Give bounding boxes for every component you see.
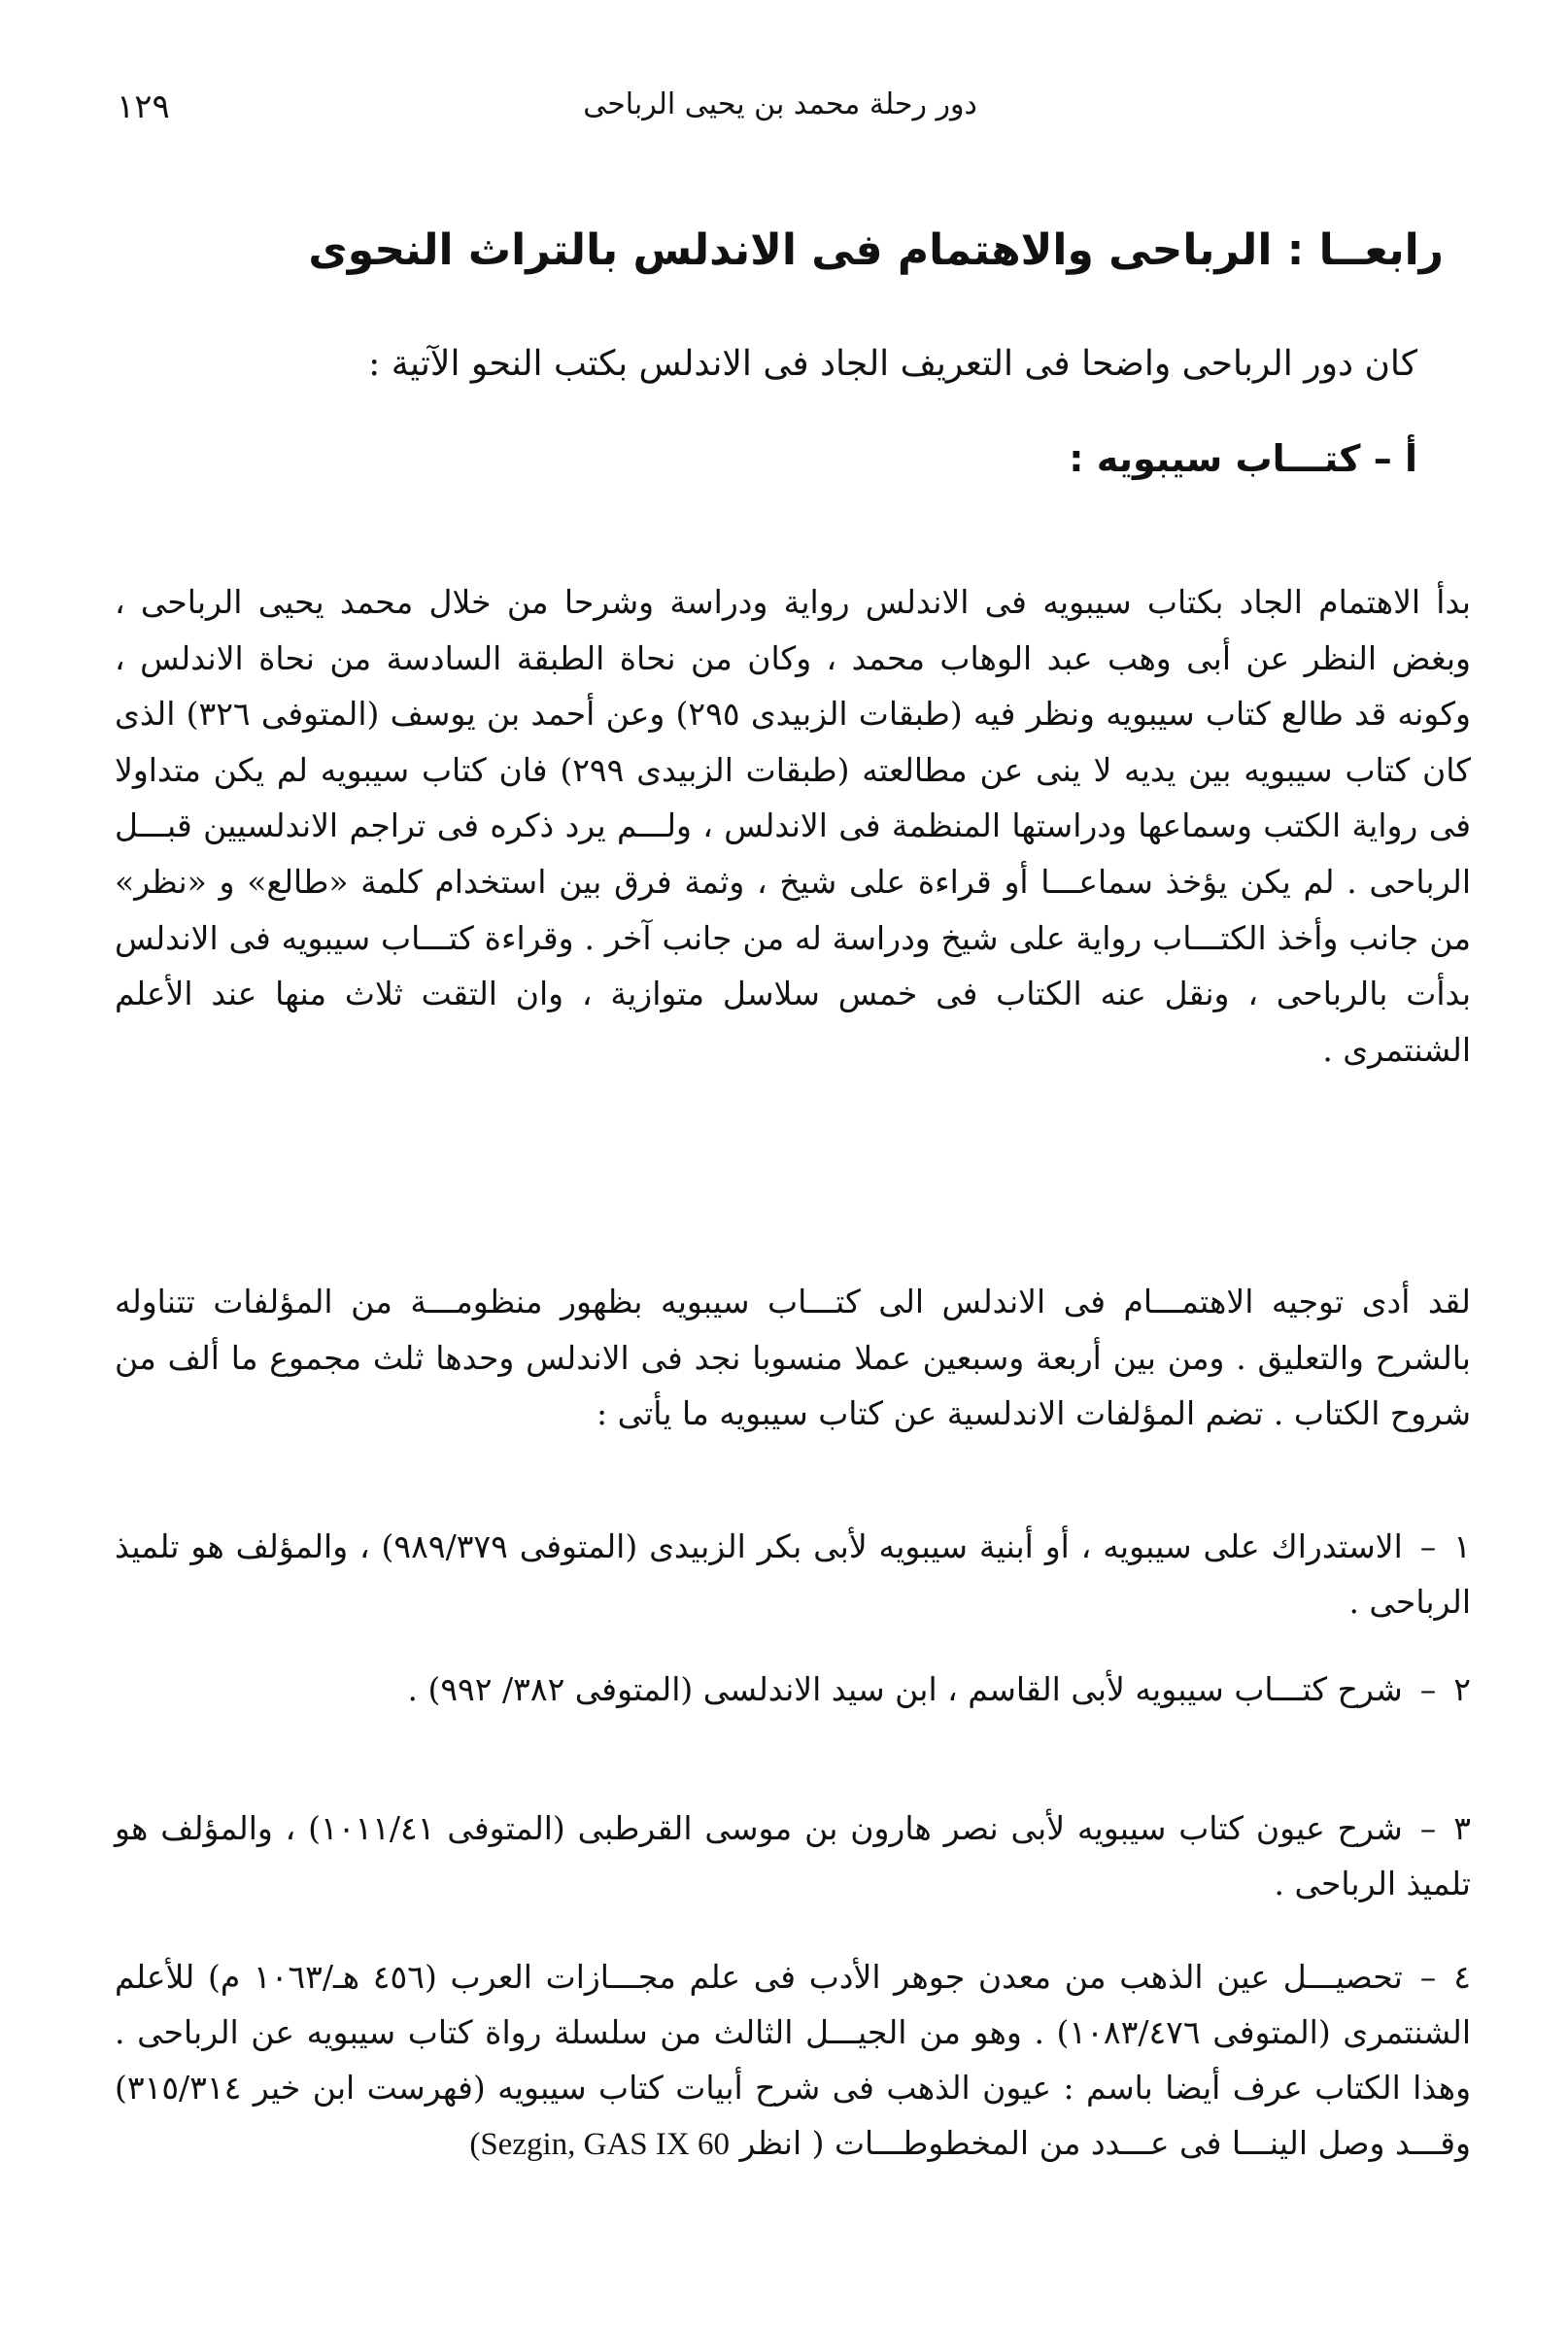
list-item-3 — [115, 1800, 1471, 1911]
list-item-dash: – — [1419, 1958, 1437, 1996]
page-number: ١٢٩ — [117, 87, 170, 126]
list-item-1 — [115, 1519, 1471, 1629]
intro-line: كان دور الرباحى واضحا فى التعريف الجاد فى الاندلس بكتب النحو الآتية : — [368, 344, 1417, 384]
list-item-text: شرح كتـــاب سيبويه لأبى القاسم ، ابن سيد الاندلسى (المتوفى ٣٨٢/ ٩٩٢) . — [407, 1670, 1403, 1708]
list-item-number: ٢ — [1453, 1670, 1471, 1708]
list-item-dash: – — [1419, 1809, 1437, 1847]
list-item-number: ٣ — [1453, 1809, 1472, 1847]
running-title: دور رحلة محمد بن يحيى الرباحى — [583, 87, 977, 121]
list-item-text: شرح عيون كتاب سيبويه لأبى نصر هارون بن موسى القرطبى (المتوفى ١٠١١/٤١) ، والمؤلف هو تلميذ الرباحى . — [115, 1809, 1471, 1903]
subheading-kitab-sibawayh: أ – كتـــاب سيبويه : — [1069, 437, 1417, 480]
latin-citation: (Sezgin, GAS IX 60 — [469, 2127, 730, 2162]
running-head — [117, 87, 1444, 136]
list-item-number: ٤ — [1453, 1958, 1471, 1996]
list-item-text: الاستدراك على سيبويه ، أو أبنية سيبويه لأبى بكر الزبيدى (المتوفى ٩٨٩/٣٧٩) ، والمؤلف هو تلميذ الرباحى . — [115, 1527, 1471, 1621]
section-heading: رابعــا : الرباحى والاهتمام فى الاندلس بالتراث النحوى — [308, 225, 1444, 275]
paragraph-2: لقد أدى توجيه الاهتمـــام فى الاندلس الى كتـــاب سيبويه بظهور منظومـــة من المؤلفات تتناوله بالشرح والتعليق . ومن بين أربعة وسبعين عملا منسوبا نجد فى الاندلس وحدها ثلث مجموع ما ألف من شروح الكتاب . تضم المؤلفات الاندلسية عن كتاب سيبويه ما يأتى : — [115, 1283, 1471, 1433]
list-item-dash: – — [1419, 1527, 1437, 1565]
list-item-2 — [115, 1662, 1471, 1717]
paragraph-1: بدأ الاهتمام الجاد بكتاب سيبويه فى الاندلس رواية ودراسة وشرحا من خلال محمد يحيى الرباحى ، وبغض النظر عن أبى وهب عبد الوهاب محمد ، وكان من نحاة الطبقة السادسة من نحاة الاندلس ، وكونه قد طالع كتاب سيبويه ونظر فيه (طبقات الزبيدى ٢٩٥) وعن أحمد بن يوسف (المتوفى ٣٢٦) الذى كان كتاب سيبويه بين يديه لا ينى عن مطالعته (طبقات الزبيدى ٢٩٩) فان كتاب سيبويه لم يكن متداولا فى رواية الكتب وسماعها ودراستها المنظمة فى الاندلس ، ولـــم يرد ذكره فى تراجم الاندلسيين قبـــل الرباحى . لم يكن يؤخذ سماعـــا أو قراءة على شيخ ، وثمة فرق بين استخدام كلمة «طالع» و «نظر» من جانب وأخذ الكتـــاب رواية على شيخ ودراسة له من جانب آخر . وقراءة كتـــاب سيبويه فى الاندلس بدأت بالرباحى ، ونقل عنه الكتاب فى خمس سلاسل متوازية ، وان التقت ثلاث منها عند الأعلم الشنتمرى . — [115, 583, 1471, 1069]
list-item-text: تحصيـــل عين الذهب من معدن جوهر الأدب فى علم مجـــازات العرب (٤٥٦ هـ/١٠٦٣ م) للأعلم الشنتمرى (المتوفى ١٠٨٣/٤٧٦) . وهو من الجيـــل الثالث من سلسلة رواة كتاب سيبويه عن الرباحى . وهذا الكتاب عرف أيضا باسم : عيون الذهب فى شرح أبيات كتاب سيبويه (فهرست ابن خير ٣١٥/٣١٤) وقـــد وصل الينـــا فى عـــدد من المخطوطـــات ( انظر — [115, 1958, 1471, 2162]
list-item-dash: – — [1419, 1670, 1437, 1708]
list-item-4 — [115, 1949, 1471, 2173]
list-item-number: ١ — [1453, 1527, 1471, 1565]
